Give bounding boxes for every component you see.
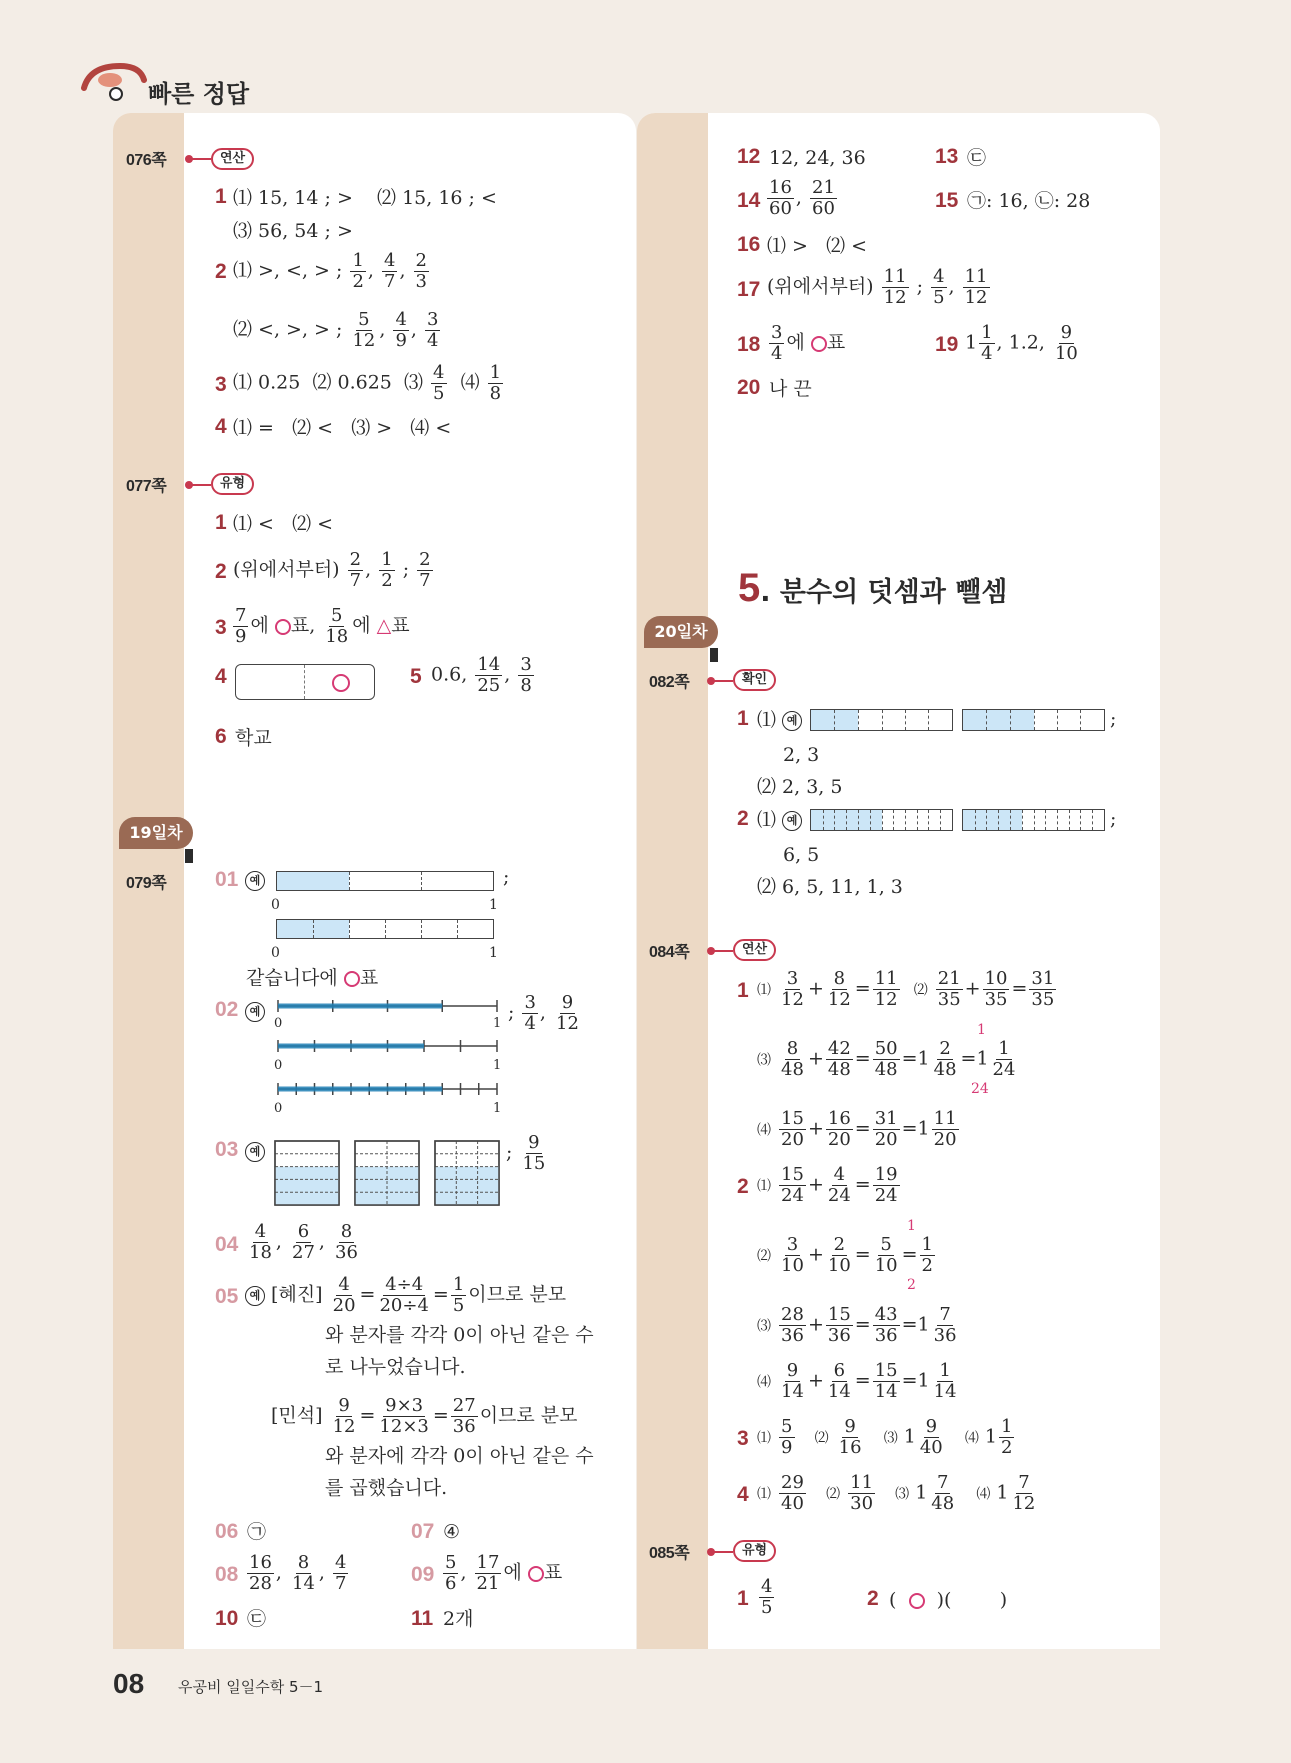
answer-number: 3 <box>737 1427 749 1450</box>
axis-tick-label: 0 <box>271 945 280 961</box>
answer-number: 1 <box>215 185 227 208</box>
answer-number: 4 <box>215 665 227 688</box>
answer-number: 07 <box>411 1520 435 1543</box>
answer-text: ⑴ 예 <box>757 808 802 832</box>
answer-text: ⑷ $\frac{9}{14}$ + $\frac{6}{14}$ = $\frac{15}{14}$ =1 $\frac{1}{14}$ <box>757 1360 957 1402</box>
answer-number: 1 <box>737 979 749 1002</box>
answer-number: 4 <box>215 415 227 438</box>
answer-number: 1 <box>215 511 227 534</box>
answer-text: 12, 24, 36 <box>769 147 866 169</box>
answer-text: $\frac{4}{5}$ <box>761 1576 773 1618</box>
page-label-082: 082쪽 <box>649 674 690 691</box>
fraction-bar <box>962 809 1105 831</box>
answer-text: ⑶ $\frac{28}{36}$ + $\frac{15}{36}$ = $\frac{43}{36}$ =1 $\frac{7}{36}$ <box>757 1304 957 1346</box>
answer-text: 같습니다에 표 <box>246 967 379 989</box>
page-label-084: 084쪽 <box>649 944 690 961</box>
answer-text: ⑵ 6, 5, 11, 1, 3 <box>757 876 903 898</box>
answer-text: 0.6, $\frac{14}{25}$ , $\frac{3}{8}$ <box>431 654 532 696</box>
answer-text: $\frac{3}{4}$ 에 표 <box>771 322 846 364</box>
page-header <box>80 58 320 108</box>
right-column <box>637 113 1160 1649</box>
answer-text: 와 분자에 각각 0이 아닌 같은 수 <box>325 1445 594 1467</box>
answer-number: 05 <box>215 1285 239 1308</box>
answer-text: ( )( ) <box>889 1589 1008 1611</box>
svg-text:1: 1 <box>493 1058 502 1073</box>
reduce-mark: 2 <box>907 1277 916 1293</box>
answer-text: ; <box>1110 808 1117 830</box>
tag-calc: 연산 <box>211 148 254 170</box>
answer-text: 예 [혜진] $\frac{4}{20}$ = $\frac{4\div 4}{20\div 4}$ = $\frac{1}{5}$ 이므로 분모 <box>245 1275 566 1316</box>
answer-text: $\frac{7}{9}$ 에 표, $\frac{5}{18}$ 에 △표 <box>235 605 410 647</box>
answer-number: 11 <box>411 1607 434 1630</box>
answer-text: $\frac{16}{28}$ , $\frac{8}{14}$ , $\frac{4}{7}$ <box>249 1552 347 1594</box>
answer-number: 01 <box>215 868 239 891</box>
answer-text: ; <box>1110 708 1117 730</box>
tag-line <box>711 950 733 952</box>
answer-text: 예 <box>245 999 265 1023</box>
answer-text: 로 나누었습니다. <box>325 1356 466 1378</box>
page-label-076: 076쪽 <box>126 152 167 169</box>
answer-text: ⑴ $\frac{29}{40}$ ⑵ $\frac{11}{30}$ ⑶ 1 $\frac{7}{48}$ ⑷ 1 $\frac{7}{12}$ <box>757 1472 1036 1514</box>
svg-text:0: 0 <box>274 1058 283 1073</box>
circle-mark-icon <box>275 619 291 635</box>
answer-text: 2개 <box>443 1608 474 1630</box>
answer-number: 08 <box>215 1563 239 1586</box>
answer-text: ④ <box>443 1521 461 1543</box>
answer-text: $\frac{4}{18}$ , $\frac{6}{27}$ , $\frac{8}{36}$ <box>249 1221 358 1263</box>
answer-number: 16 <box>737 233 761 256</box>
answer-text: 나 끈 <box>769 378 812 400</box>
header-title: 빠른 정답 <box>148 80 250 108</box>
answer-number: 13 <box>935 145 959 168</box>
answer-text: ⑶ 56, 54 ; > <box>233 220 353 242</box>
day-badge-19: 19일차 <box>119 817 193 849</box>
answer-text: (위에서부터) $\frac{11}{12}$ ; $\frac{4}{5}$ , $\frac{11}{12}$ <box>767 266 988 308</box>
answer-text: ⑵ <, >, > ; $\frac{5}{12}$ , $\frac{4}{9}$ , $\frac{3}{4}$ <box>233 309 439 351</box>
circle-mark-icon <box>332 674 350 692</box>
answer-text: ⑴ $\frac{15}{24}$ + $\frac{4}{24}$ = $\frac{19}{24}$ <box>757 1164 898 1206</box>
answer-number: 6 <box>215 725 227 748</box>
axis-tick-label: 0 <box>271 897 280 913</box>
axis-tick-label: 1 <box>489 897 498 913</box>
circle-mark-icon <box>528 1566 544 1582</box>
answer-number: 5 <box>410 665 422 688</box>
answer-number: 4 <box>737 1483 749 1506</box>
fraction-bar <box>276 871 494 891</box>
reduce-mark: 24 <box>971 1081 989 1097</box>
answer-number: 2 <box>215 560 227 583</box>
answer-number: 15 <box>935 189 959 212</box>
answer-number: 19 <box>935 333 959 356</box>
tag-type: 유형 <box>733 1540 776 1562</box>
answer-text: ⑴ $\frac{3}{12}$ + $\frac{8}{12}$ = $\frac{11}{12}$ ⑵ $\frac{21}{35}$ + $\frac{10}{35}$ = $\frac{31}{35}$ <box>757 968 1055 1010</box>
answer-text: 2, 3 <box>783 744 820 766</box>
tag-calc: 연산 <box>733 939 776 961</box>
answer-number: 18 <box>737 333 761 356</box>
circle-mark-icon <box>909 1593 925 1609</box>
footer-book-title: 우공비 일일수학 5－1 <box>178 1678 324 1696</box>
footer-page-number: 08 <box>113 1668 145 1699</box>
answer-text: 를 곱했습니다. <box>325 1477 448 1499</box>
circle-mark-icon <box>811 336 827 352</box>
svg-text:0: 0 <box>274 1101 283 1116</box>
answer-number: 20 <box>737 376 761 399</box>
answer-number: 09 <box>411 1563 435 1586</box>
answer-number: 10 <box>215 1607 239 1630</box>
answer-text: 와 분자를 각각 0이 아닌 같은 수 <box>325 1324 594 1346</box>
answer-text: 예 <box>245 868 265 892</box>
answer-text: ⑵ 2, 3, 5 <box>757 776 843 798</box>
reduce-mark: 1 <box>907 1218 916 1234</box>
answer-text: ⑴ $\frac{5}{9}$ ⑵ $\frac{9}{16}$ ⑶ 1 $\frac{9}{40}$ ⑷ 1 $\frac{1}{2}$ <box>757 1416 1013 1458</box>
day-badge-20: 20일차 <box>644 616 718 648</box>
fraction-bar <box>810 809 953 831</box>
svg-text:1: 1 <box>493 1016 502 1031</box>
answer-number: 2 <box>215 260 227 283</box>
answer-box <box>235 664 375 700</box>
answer-text: ⑴ >, <, > ; $\frac{1}{2}$ , $\frac{4}{7}$ , $\frac{2}{3}$ <box>233 250 427 292</box>
header-logo-icon <box>80 58 150 108</box>
answer-number: 1 <box>737 707 749 730</box>
axis-tick-label: 1 <box>489 945 498 961</box>
answer-number: 12 <box>737 145 761 168</box>
answer-text: ⑷ $\frac{15}{20}$ + $\frac{16}{20}$ = $\frac{31}{20}$ =1 $\frac{11}{20}$ <box>757 1108 957 1150</box>
answer-number: 06 <box>215 1520 239 1543</box>
answer-text: ; $\frac{9}{15}$ <box>506 1132 546 1174</box>
answer-text: [민석] $\frac{9}{12}$ = $\frac{9\times 3}{12\times 3}$ = $\frac{27}{36}$ 이므로 분모 <box>271 1395 578 1437</box>
fraction-bar <box>276 919 494 939</box>
answer-text: 학교 <box>235 727 272 749</box>
day-badge-tail <box>185 849 193 863</box>
tag-line <box>189 158 211 160</box>
answer-number: 02 <box>215 998 239 1021</box>
fraction-bar <box>962 709 1105 731</box>
answer-text: ⑴ 0.25 ⑵ 0.625 ⑶ $\frac{4}{5}$ ⑷ $\frac{1}{8}$ <box>233 362 502 404</box>
fraction-bar <box>810 709 953 731</box>
day-badge-tail <box>710 648 718 662</box>
answer-text: ㉢ <box>247 1608 267 1630</box>
answer-text: ⑶ $\frac{8}{48}$ + $\frac{42}{48}$ = $\frac{50}{48}$ =1 $\frac{2}{48}$ =1 $\frac{1}{24}$ <box>757 1038 1016 1080</box>
answer-text: ⑴ < ⑵ < <box>233 513 334 535</box>
answer-text: 예 <box>245 1139 265 1163</box>
tag-line <box>711 1551 733 1553</box>
answer-number: 3 <box>215 616 227 639</box>
answer-text: ; $\frac{3}{4}$ , $\frac{9}{12}$ <box>508 992 579 1034</box>
page-label-079: 079쪽 <box>126 875 167 892</box>
page-label-085: 085쪽 <box>649 1545 690 1562</box>
tag-check: 확인 <box>733 669 776 691</box>
answer-text: 1 $\frac{1}{4}$ , 1.2, $\frac{9}{10}$ <box>965 322 1078 364</box>
answer-text: (위에서부터) $\frac{2}{7}$ , $\frac{1}{2}$ ; $\frac{2}{7}$ <box>233 549 431 591</box>
number-line-figure <box>273 996 503 1116</box>
answer-number: 17 <box>737 278 761 301</box>
right-side-strip <box>637 113 708 1649</box>
answer-text: ⑵ $\frac{3}{10}$ + $\frac{2}{10}$ = $\frac{5}{10}$ = $\frac{1}{2}$ <box>757 1234 933 1276</box>
reduce-mark: 1 <box>977 1022 986 1038</box>
answer-text: ㉠: 16, ㉡: 28 <box>967 190 1091 212</box>
answer-number: 2 <box>737 807 749 830</box>
answer-text: $\frac{16}{60}$ , $\frac{21}{60}$ <box>769 177 835 219</box>
answer-text: ⑴ > ⑵ < <box>767 235 868 257</box>
answer-number: 2 <box>737 1175 749 1198</box>
answer-text: ⑴ 예 <box>757 708 802 732</box>
answer-number: 3 <box>215 373 227 396</box>
answer-text: ㉠ <box>247 1521 267 1543</box>
page-label-077: 077쪽 <box>126 478 167 495</box>
chapter-heading: 5. 분수의 덧셈과 뺄셈 <box>738 566 1008 610</box>
tag-type: 유형 <box>211 473 254 495</box>
answer-number: 03 <box>215 1138 239 1161</box>
answer-number: 2 <box>867 1587 879 1610</box>
left-column <box>113 113 636 1649</box>
answer-text: ㉢ <box>967 147 987 169</box>
answer-text: ⑴ = ⑵ < ⑶ > ⑷ < <box>233 417 452 439</box>
circle-mark-icon <box>344 971 360 987</box>
answer-text: ⑴ 15, 14 ; > ⑵ 15, 16 ; < <box>233 187 497 209</box>
answer-text: 6, 5 <box>783 844 820 866</box>
tag-line <box>189 484 211 486</box>
svg-text:1: 1 <box>493 1101 502 1116</box>
answer-number: 04 <box>215 1233 239 1256</box>
answer-text: $\frac{5}{6}$ , $\frac{17}{21}$ 에 표 <box>445 1552 563 1594</box>
answer-number: 1 <box>737 1587 749 1610</box>
svg-text:0: 0 <box>274 1016 283 1031</box>
area-model-figure <box>273 1139 513 1209</box>
answer-number: 14 <box>737 189 761 212</box>
tag-line <box>711 680 733 682</box>
answer-text: ; <box>503 866 510 888</box>
